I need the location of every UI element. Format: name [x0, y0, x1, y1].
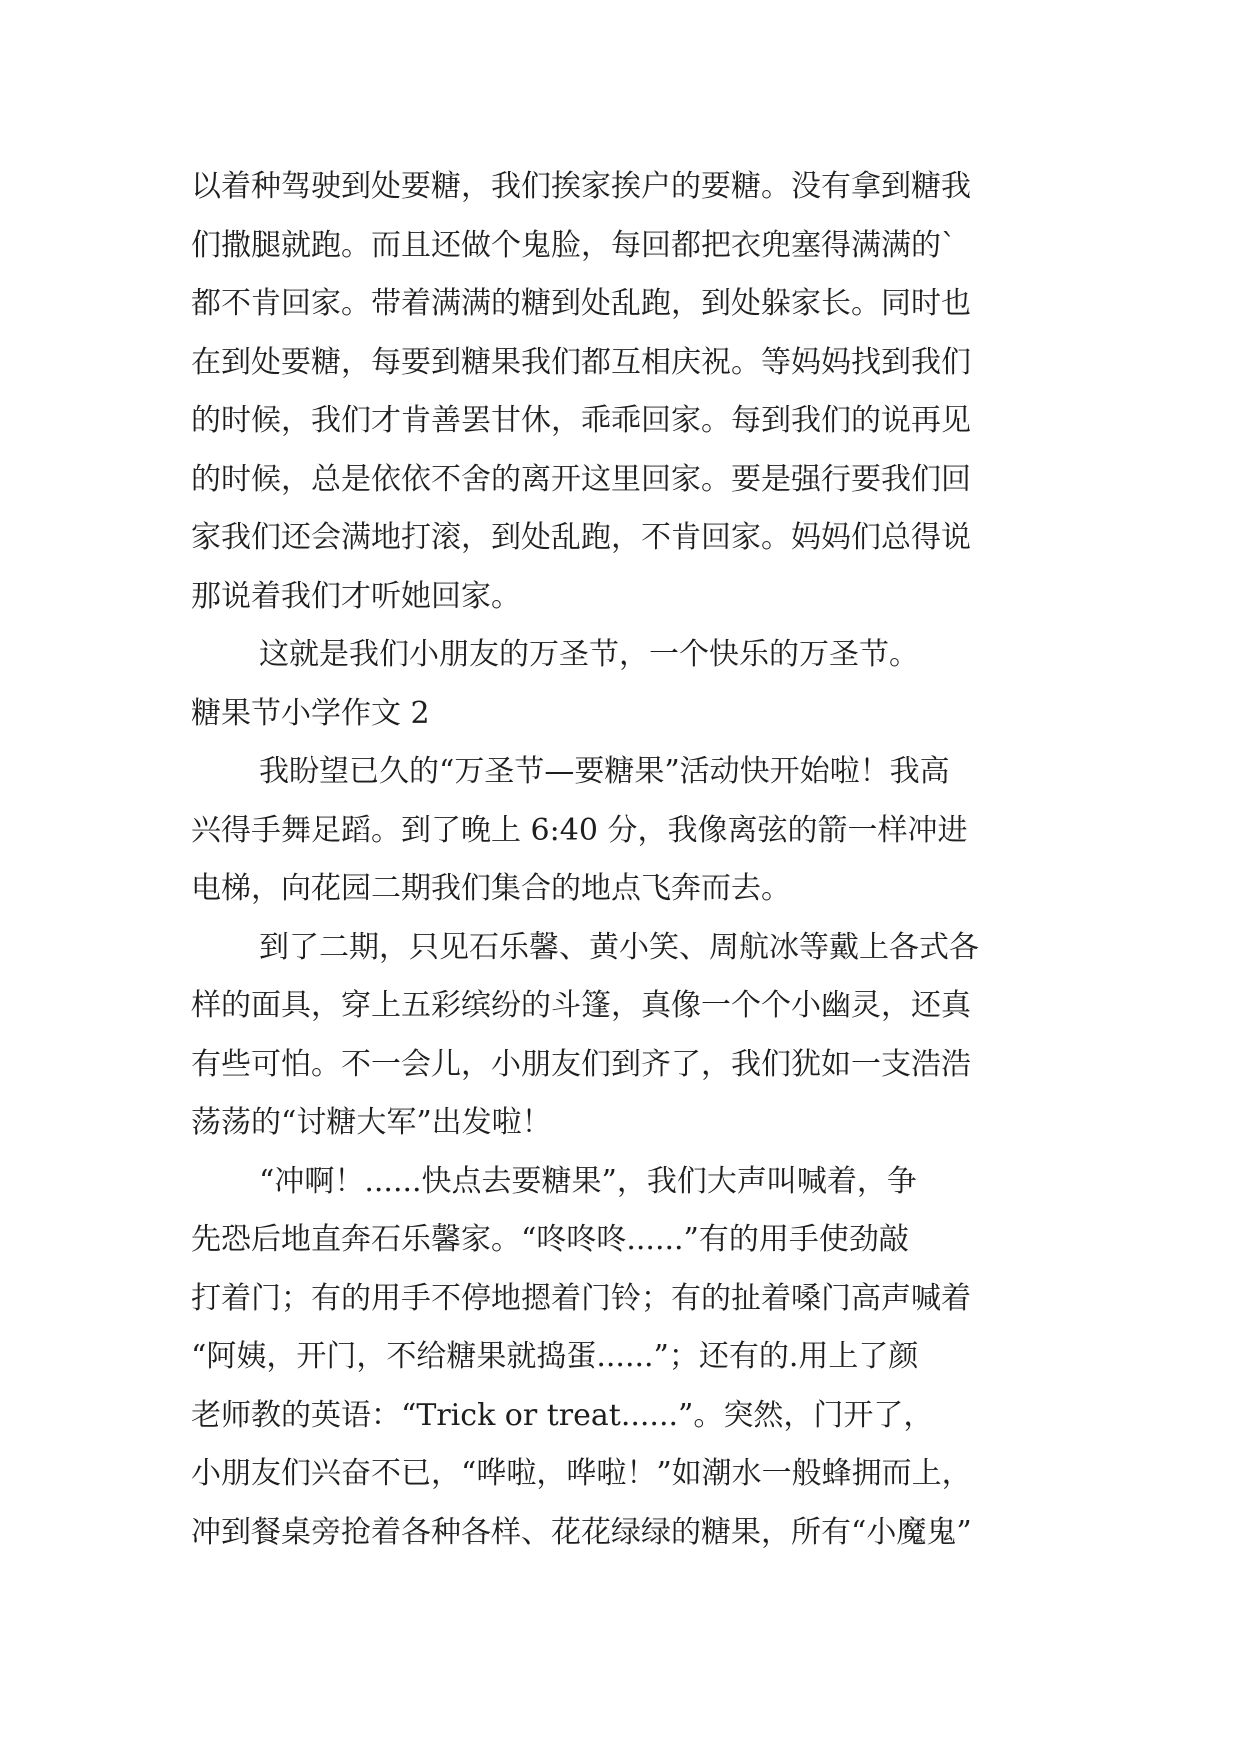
paragraph-line: 这就是我们小朋友的万圣节，一个快乐的万圣节。	[259, 637, 919, 672]
paragraph-line: 的时候，我们才肯善罢甘休，乖乖回家。每到我们的说再见	[191, 403, 971, 438]
paragraph-line: 打着门；有的用手不停地摁着门铃；有的扯着嗓门高声喊着	[191, 1280, 971, 1316]
paragraph-line: 以着种驾驶到处要糖，我们挨家挨户的要糖。没有拿到糖我	[191, 169, 971, 204]
paragraph-line: “冲啊！......快点去要糖果”，我们大声叫喊着，争	[259, 1163, 917, 1199]
paragraph-line: 有些可怕。不一会儿，小朋友们到齐了，我们犹如一支浩浩	[191, 1046, 971, 1082]
paragraph-line: 都不肯回家。带着满满的糖到处乱跑，到处躲家长。同时也	[191, 286, 971, 321]
essay-title: 糖果节小学作文 2	[191, 695, 430, 731]
paragraph-line: 先恐后地直奔石乐馨家。“咚咚咚......”有的用手使劲敲	[191, 1222, 909, 1257]
paragraph-line: 老师教的英语：“Trick or treat......”。突然，门开了，	[191, 1397, 934, 1433]
paragraph-line: 样的面具，穿上五彩缤纷的斗篷，真像一个个小幽灵，还真	[191, 988, 971, 1023]
paragraph-line: 小朋友们兴奋不已，“哗啦，哗啦！”如潮水一般蜂拥而上，	[191, 1456, 972, 1491]
paragraph-line: 荡荡的“讨糖大军”出发啦！	[191, 1105, 552, 1140]
paragraph-line: 冲到餐桌旁抢着各种各样、花花绿绿的糖果，所有“小魔鬼”	[191, 1514, 972, 1550]
paragraph-line: “阿姨，开门，不给糖果就捣蛋......”；还有的.用上了颜	[191, 1339, 919, 1374]
paragraph-line: 那说着我们才听她回家。	[191, 578, 521, 614]
paragraph-line: 我盼望已久的“万圣节—要糖果”活动快开始啦！我高	[259, 754, 950, 789]
paragraph-line: 兴得手舞足蹈。到了晚上 6:40 分，我像离弦的箭一样冲进	[191, 812, 968, 848]
paragraph-line: 家我们还会满地打滚，到处乱跑，不肯回家。妈妈们总得说	[191, 520, 971, 555]
paragraph-line: 电梯，向花园二期我们集合的地点飞奔而去。	[191, 871, 791, 906]
paragraph-line: 的时候，总是依依不舍的离开这里回家。要是强行要我们回	[191, 461, 971, 497]
essay-body	[191, 158, 1051, 1562]
paragraph-line: 们撒腿就跑。而且还做个鬼脸，每回都把衣兜塞得满满的`	[191, 227, 956, 263]
paragraph-line: 在到处要糖，每要到糖果我们都互相庆祝。等妈妈找到我们	[191, 344, 971, 380]
paragraph-line: 到了二期，只见石乐馨、黄小笑、周航冰等戴上各式各	[259, 929, 979, 965]
